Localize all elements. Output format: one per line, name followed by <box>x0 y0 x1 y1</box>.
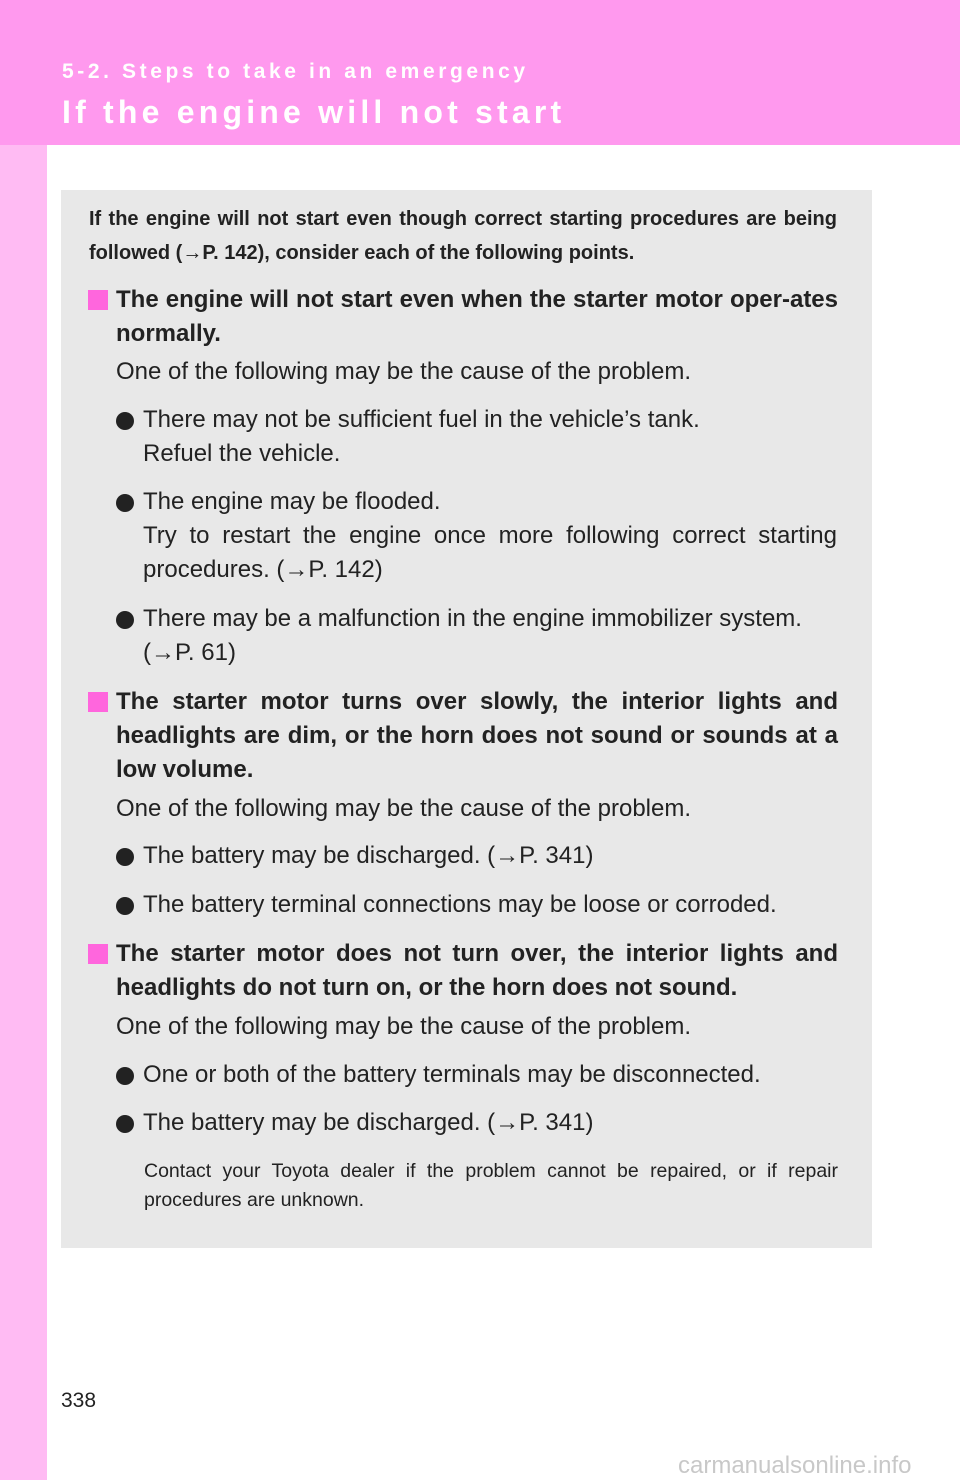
bullet-1-3: There may be a malfunction in the engine immobilizer system. (→P. 61) <box>143 605 802 666</box>
section-heading-3: The starter motor does not turn over, the interior lights and headlights do not turn on, or the horn does not sound. <box>116 940 838 1001</box>
bullet-1-1: There may not be sufficient fuel in the vehicle’s tank. Refuel the vehicle. <box>143 406 700 467</box>
cause-line-2: One of the following may be the cause of the problem. <box>116 795 692 822</box>
bullet-dot-icon <box>116 611 134 629</box>
arrow-icon: → <box>151 639 175 666</box>
page-title: If the engine will not start <box>62 94 566 130</box>
bullet-2-1: The battery may be discharged. (→P. 341) <box>143 842 594 869</box>
intro-text: If the engine will not start even though correct starting procedures are being followed (→P. 142), consider each of the following points. <box>89 208 837 264</box>
bullet-dot-icon <box>116 897 134 915</box>
arrow-icon: → <box>495 1109 520 1136</box>
bullet-dot-icon <box>116 848 134 866</box>
arrow-icon: → <box>495 842 520 869</box>
bullet-3-1: One or both of the battery terminals may be disconnected. <box>143 1061 761 1088</box>
bullet-dot-icon <box>116 412 134 430</box>
heading-marker-icon <box>88 944 108 964</box>
bullet-1-2: The engine may be flooded. Try to restart the engine once more following correct starting procedures. (→P. 142) <box>143 488 837 583</box>
heading-marker-icon <box>88 692 108 712</box>
section-heading-2: The starter motor turns over slowly, the interior lights and headlights are dim, or the horn does not sound or sounds at a low volume. <box>116 688 838 783</box>
cause-line-3: One of the following may be the cause of the problem. <box>116 1013 692 1040</box>
bullet-3-2: The battery may be discharged. (→P. 341) <box>143 1109 594 1136</box>
bullet-dot-icon <box>116 1067 134 1085</box>
bullet-dot-icon <box>116 494 134 512</box>
arrow-icon: → <box>284 556 309 583</box>
side-band <box>0 145 47 1480</box>
arrow-icon: → <box>182 242 203 264</box>
page-number: 338 <box>61 1389 97 1412</box>
contact-note: Contact your Toyota dealer if the problem cannot be repaired, or if repair procedures are unknown. <box>144 1160 838 1211</box>
cause-line-1: One of the following may be the cause of the problem. <box>116 358 692 385</box>
watermark: carmanualsonline.info <box>678 1452 912 1479</box>
section-label: 5-2. Steps to take in an emergency <box>62 60 529 83</box>
heading-marker-icon <box>88 290 108 310</box>
bullet-2-2: The battery terminal connections may be loose or corroded. <box>143 891 777 918</box>
section-heading-1: The engine will not start even when the starter motor oper-ates normally. <box>116 286 838 347</box>
bullet-dot-icon <box>116 1115 134 1133</box>
